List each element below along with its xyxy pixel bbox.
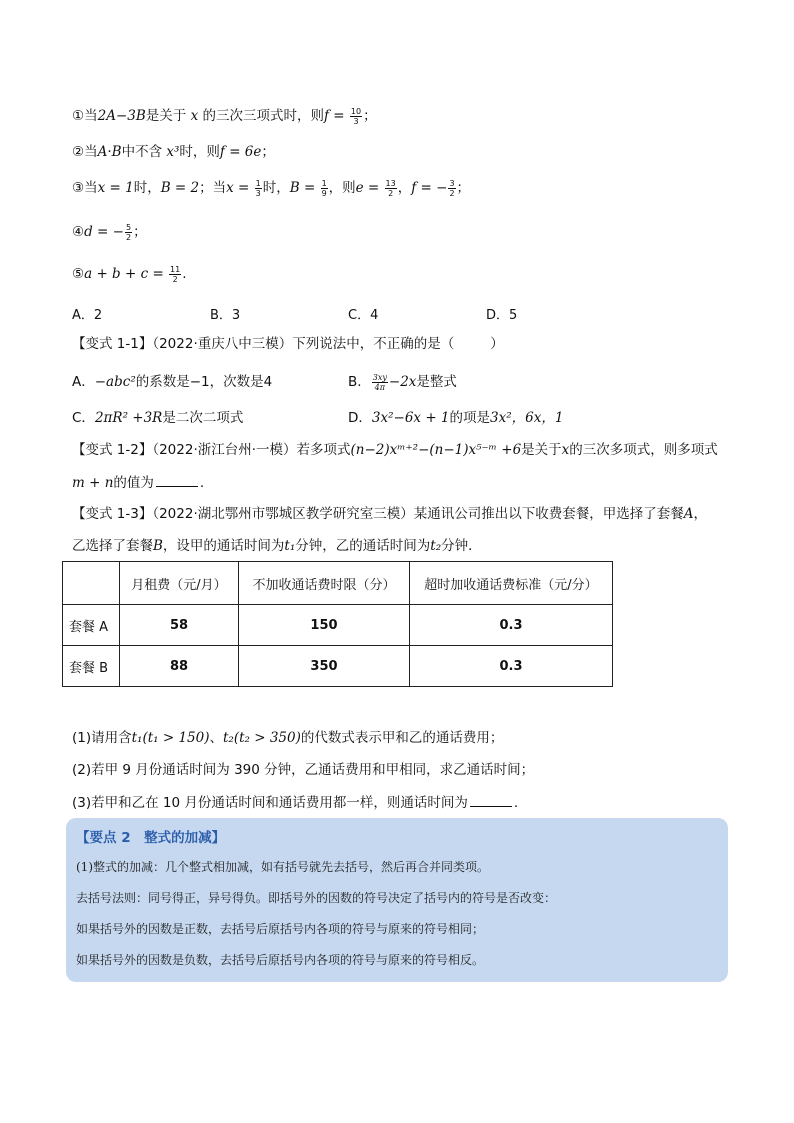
key-point-box: [66, 818, 728, 982]
variant-1-1-option-c[interactable]: C．2πR² +3R是二次二项式: [72, 410, 244, 426]
variant-1-1-option-d[interactable]: D．3x²−6x + 1的项是3x²，6x，1: [348, 410, 564, 426]
circled-number-5: ⑤: [72, 266, 85, 282]
table-header-cell: 不加收通话费时限（分）: [239, 562, 410, 605]
table-cell: 58: [120, 605, 239, 646]
table-cell: 套餐 B: [63, 646, 120, 687]
key-point-line: 去括号法则：同号得正，异号得负。即括号外的因数的符号决定了括号内的符号是否改变：: [76, 891, 557, 905]
table-cell: 0.3: [410, 646, 613, 687]
circled-number-3: ③: [72, 180, 85, 196]
choice-c[interactable]: C．4: [348, 308, 379, 323]
statement-3: ③当x = 1时，B = 2；当x = $\frac{1}{3}$ 时，B = $\frac{1}{9}$ ，则e = $\frac{13}{2}$ ，f = − $\frac{3}{2}$ ；: [72, 178, 471, 198]
answer-blank[interactable]: [156, 472, 198, 487]
key-point-line: 如果括号外的因数是正数，去括号后原括号内各项的符号与原来的符号相同；: [76, 922, 485, 936]
circled-number-4: ④: [72, 224, 85, 240]
table-header-cell: 月租费（元/月）: [120, 562, 239, 605]
answer-blank[interactable]: [470, 792, 512, 807]
statement-2: ②当A·B中不含 x³时，则f = 6e；: [72, 144, 275, 160]
choice-d[interactable]: D．5: [486, 308, 518, 323]
table-cell: 0.3: [410, 605, 613, 646]
fraction: $\frac{11}{2}$: [170, 264, 181, 284]
key-point-title: 【要点 2 整式的加减】: [76, 830, 226, 846]
fraction: $\frac{1}{3}$: [255, 178, 261, 198]
table-cell: 88: [120, 646, 239, 687]
sub-question-2: (2)若甲 9 月份通话时间为 390 分钟，乙通话费用和甲相同，求乙通话时间；: [72, 762, 535, 778]
fraction: $\frac{1}{9}$: [321, 178, 327, 198]
variant-1-3-question-cont: 乙选择了套餐B，设甲的通话时间为t₁分钟，乙的通话时间为t₂分钟．: [72, 538, 482, 554]
table-header-row: [63, 562, 613, 605]
table-cell: 套餐 A: [63, 605, 120, 646]
fraction: $\frac{13}{2}$: [385, 178, 396, 198]
variant-1-3-question: 【变式 1-3】（2022·湖北鄂州市鄂城区教学研究室三模）某通讯公司推出以下收费套餐，甲选择了套餐A，: [72, 506, 707, 522]
variant-1-1-question: 【变式 1-1】（2022·重庆八中三模）下列说法中，不正确的是（ ）: [72, 336, 504, 352]
fraction: $\frac{5}{2}$: [125, 222, 132, 242]
fraction: $\frac{10}{3}$: [350, 106, 362, 126]
statement-1: ①当2A−3B是关于 x 的三次三项式时，则f = $\frac{10}{3}$ ；: [72, 106, 377, 126]
variant-1-2-question: 【变式 1-2】（2022·浙江台州·一模）若多项式(n−2)xᵐ⁺²−(n−1)x⁵⁻ᵐ +6是关于x的三次多项式，则多项式: [72, 442, 718, 458]
key-point-line: (1)整式的加减：几个整式相加减，如有括号就先去括号，然后再合并同类项。: [76, 860, 490, 874]
pricing-table: [62, 561, 613, 687]
table-row: [63, 605, 613, 646]
variant-1-1-option-a[interactable]: A．−abc²的系数是−1，次数是4: [72, 374, 273, 390]
statement-5: ⑤a + b + c = $\frac{11}{2}$ .: [72, 264, 187, 284]
variant-1-2-question-cont: m + n的值为 .: [72, 472, 204, 493]
sub-question-1: (1)请用含t₁(t₁ > 150)、t₂(t₂ > 350)的代数式表示甲和乙的通话费用；: [72, 730, 504, 746]
table-row: [63, 646, 613, 687]
table-header-cell: [63, 562, 120, 605]
choice-b[interactable]: B．3: [210, 308, 241, 323]
fraction: $\frac{3xy}{4\pi}$: [372, 372, 387, 392]
key-point-line: 如果括号外的因数是负数，去括号后原括号内各项的符号与原来的符号相反。: [76, 953, 485, 967]
table-header-cell: 超时加收通话费标准（元/分）: [410, 562, 613, 605]
statement-4: ④d = − $\frac{5}{2}$ ；: [72, 222, 147, 242]
circled-number-2: ②: [72, 144, 85, 160]
table-cell: 350: [239, 646, 410, 687]
variant-1-1-option-b[interactable]: B． $\frac{3xy}{4\pi}$ −2x是整式: [348, 372, 457, 392]
circled-number-1: ①: [72, 108, 85, 124]
choice-a[interactable]: A．2: [72, 308, 103, 323]
sub-question-3: (3)若甲和乙在 10 月份通话时间和通话费用都一样，则通话时间为 .: [72, 792, 518, 813]
fraction: $\frac{3}{2}$: [449, 178, 455, 198]
table-cell: 150: [239, 605, 410, 646]
